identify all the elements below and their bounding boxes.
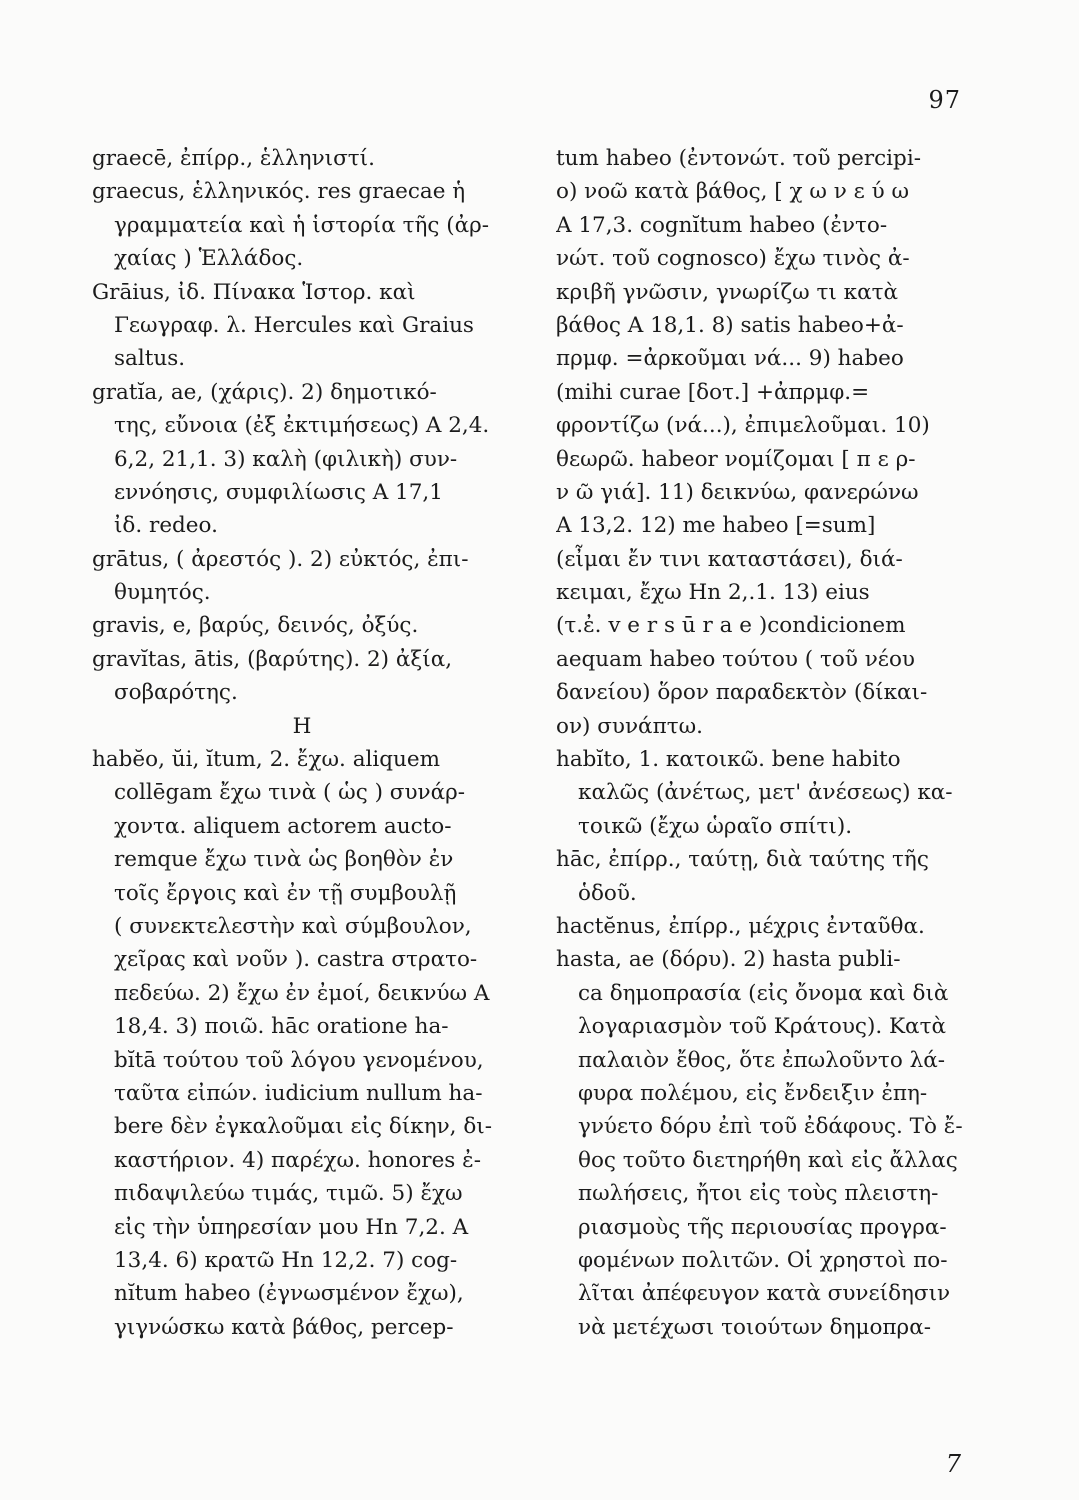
text-line: H [292, 713, 312, 739]
text-line: γνύετο δόρυ ἐπὶ τοῦ ἐδάφους. Τὸ ἔ- [578, 1114, 963, 1140]
text-line: παλαιὸν ἔθος, ὅτε ἐπωλοῦντο λά- [578, 1047, 946, 1073]
text-line: remque ἔχω τινὰ ὡς βοηθὸν ἐν [114, 847, 454, 873]
text-line: aequam habeo τούτου ( τοῦ νέου [556, 646, 915, 672]
text-line: πιδαψιλεύω τιμάς, τιμῶ. 5) ἔχω [114, 1181, 463, 1207]
text-line: γιγνώσκω κατὰ βάθος, percep- [114, 1314, 454, 1340]
page-number: 97 [928, 86, 961, 114]
text-line: πρμφ. =ἀρκοῦμαι νά... 9) habeo [556, 346, 904, 372]
text-line: λογαριασμὸν τοῦ Κράτους). Κατὰ [578, 1014, 946, 1040]
text-line: ὁδοῦ. [578, 880, 637, 906]
text-line: θος τοῦτο διετηρήθη καὶ εἰς ἄλλας [578, 1147, 958, 1173]
text-line: Α 17,3. cognĭtum habeo (ἐντο- [556, 212, 888, 238]
text-line: δανείου) ὅρον παραδεκτὸν (δίκαι- [556, 680, 928, 706]
text-line: bĭtā τούτου τοῦ λόγου γενομένου, [114, 1047, 484, 1073]
text-line: θυμητός. [114, 580, 211, 606]
text-line: πεδεύω. 2) ἔχω ἐν ἐμοί, δεικνύω Α [114, 980, 490, 1006]
text-line: gravĭtas, ātis, (βαρύτης). 2) ἀξία, [92, 646, 453, 672]
text-line: saltus. [114, 346, 186, 372]
text-line: χοντα. aliquem actorem aucto- [114, 813, 452, 839]
text-line: (τ.ἐ. v e r s ū r a e )condicionem [556, 613, 906, 639]
text-line: χαίας ) Ἑλλάδος. [114, 246, 304, 272]
text-line: χεῖρας καὶ νοῦν ). castra στρατο- [114, 947, 478, 973]
text-line: εννόησις, συμφιλίωσις Α 17,1 [114, 479, 443, 505]
text-line: καλῶς (ἀνέτως, μετ' ἀνέσεως) κα- [578, 780, 953, 806]
text-line: ἰδ. redeo. [114, 513, 218, 539]
text-line: θεωρῶ. habeor νομίζομαι [ π ε ρ- [556, 446, 916, 472]
text-line: grātus, ( ἀρεστός ). 2) εὐκτός, ἐπι- [92, 546, 469, 572]
text-line: ν ῶ γιά]. 11) δεικνύω, φανερώνω [556, 479, 919, 505]
text-line: λῖται ἀπέφευγον κατὰ συνείδησιν [578, 1281, 951, 1307]
text-line: ον) συνάπτω. [556, 713, 703, 739]
text-line: 6,2, 21,1. 3) καλὴ (φιλικὴ) συν- [114, 446, 458, 472]
text-line: κειμαι, ἔχω Hn 2,.1. 13) eius [556, 580, 870, 606]
text-line: habĭto, 1. κατοικῶ. bene habito [556, 747, 901, 773]
text-line: bere δὲν ἐγκαλοῦμαι εἰς δίκην, δι- [114, 1114, 492, 1140]
text-line: ριασμοὺς τῆς περιουσίας προγρα- [578, 1214, 947, 1240]
text-line: καστήριον. 4) παρέχω. honores ἐ- [114, 1147, 481, 1173]
text-line: 13,4. 6) κρατῶ Hn 12,2. 7) cog- [114, 1247, 458, 1273]
text-line: graecē, ἐπίρρ., ἑλληνιστί. [92, 146, 375, 171]
signature-mark: 7 [945, 1450, 961, 1478]
text-line: της, εὔνοια (ἐξ ἐκτιμήσεως) Α 2,4. [114, 413, 490, 439]
text-line: σοβαρότης. [114, 680, 238, 706]
text-line: o) νοῶ κατὰ βάθος, [ χ ω ν ε ύ ω [556, 179, 910, 205]
text-line: πωλήσεις, ἤτοι εἰς τοὺς πλειστη- [578, 1181, 939, 1207]
text-line: Γεωγραφ. λ. Hercules καὶ Graius [114, 312, 474, 338]
text-line: τοῖς ἔργοις καὶ ἐν τῇ συμβουλῇ [114, 880, 457, 906]
text-line: habĕo, ŭi, ĭtum, 2. ἔχω. aliquem [92, 747, 440, 773]
text-line: τοικῶ (ἔχω ὡραῖο σπίτι). [578, 813, 853, 839]
right-column [556, 142, 976, 1344]
text-line: φροντίζω (νά...), ἐπιμελοῦμαι. 10) [556, 413, 930, 439]
text-line: Α 13,2. 12) me habeo [=sum] [556, 513, 876, 539]
text-line: hactĕnus, ἐπίρρ., μέχρις ἐνταῦθα. [556, 913, 925, 939]
text-line: hāc, ἐπίρρ., ταύτῃ, διὰ ταύτης τῆς [556, 847, 929, 873]
text-line: (εἶμαι ἔν τινι καταστάσει), διά- [556, 546, 903, 572]
text-line: γραμματεία καὶ ἡ ἱστορία τῆς (ἀρ- [114, 212, 490, 238]
text-line: tum habeo (ἐντονώτ. τοῦ percipi- [556, 146, 921, 171]
left-column [92, 142, 512, 1344]
text-line: νώτ. τοῦ cognosco) ἔχω τινὸς ἀ- [556, 246, 910, 272]
text-line: 18,4. 3) ποιῶ. hāc oratione ha- [114, 1014, 449, 1040]
text-line: collēgam ἔχω τινὰ ( ὡς ) συνάρ- [114, 780, 466, 806]
text-line: εἰς τὴν ὑπηρεσίαν μου Hn 7,2. Α [114, 1214, 469, 1240]
text-line: ταῦτα εἰπών. iudicium nullum ha- [114, 1080, 483, 1106]
text-line: κριβῆ γνῶσιν, γνωρίζω τι κατὰ [556, 279, 899, 305]
text-line: gratĭa, ae, (χάρις). 2) δημοτικό- [92, 379, 437, 405]
text-line: nĭtum habeo (ἐγνωσμένον ἔχω), [114, 1281, 464, 1307]
text-line: φυρα πολέμου, εἰς ἔνδειξιν ἐπη- [578, 1080, 928, 1106]
text-line: Grāius, ἰδ. Πίνακα Ἱστορ. καὶ [92, 279, 416, 305]
text-line: ( συνεκτελεστὴν καὶ σύμβουλον, [114, 913, 472, 939]
text-line: φομένων πολιτῶν. Οἱ χρηστοὶ πο- [578, 1247, 948, 1273]
text-line: (mihi curae [δοτ.] +ἀπρμφ.= [556, 379, 870, 405]
text-line: βάθος Α 18,1. 8) satis habeo+ἀ- [556, 312, 904, 338]
text-line: ca δημοπρασία (εἰς ὄνομα καὶ διὰ [578, 980, 949, 1006]
text-line: gravis, e, βαρύς, δεινός, ὀξύς. [92, 613, 419, 639]
text-line: νὰ μετέχωσι τοιούτων δημοπρα- [578, 1314, 931, 1340]
text-line: hasta, ae (δόρυ). 2) hasta publi- [556, 947, 901, 973]
text-line: graecus, ἑλληνικός. res graecae ἡ [92, 179, 466, 205]
